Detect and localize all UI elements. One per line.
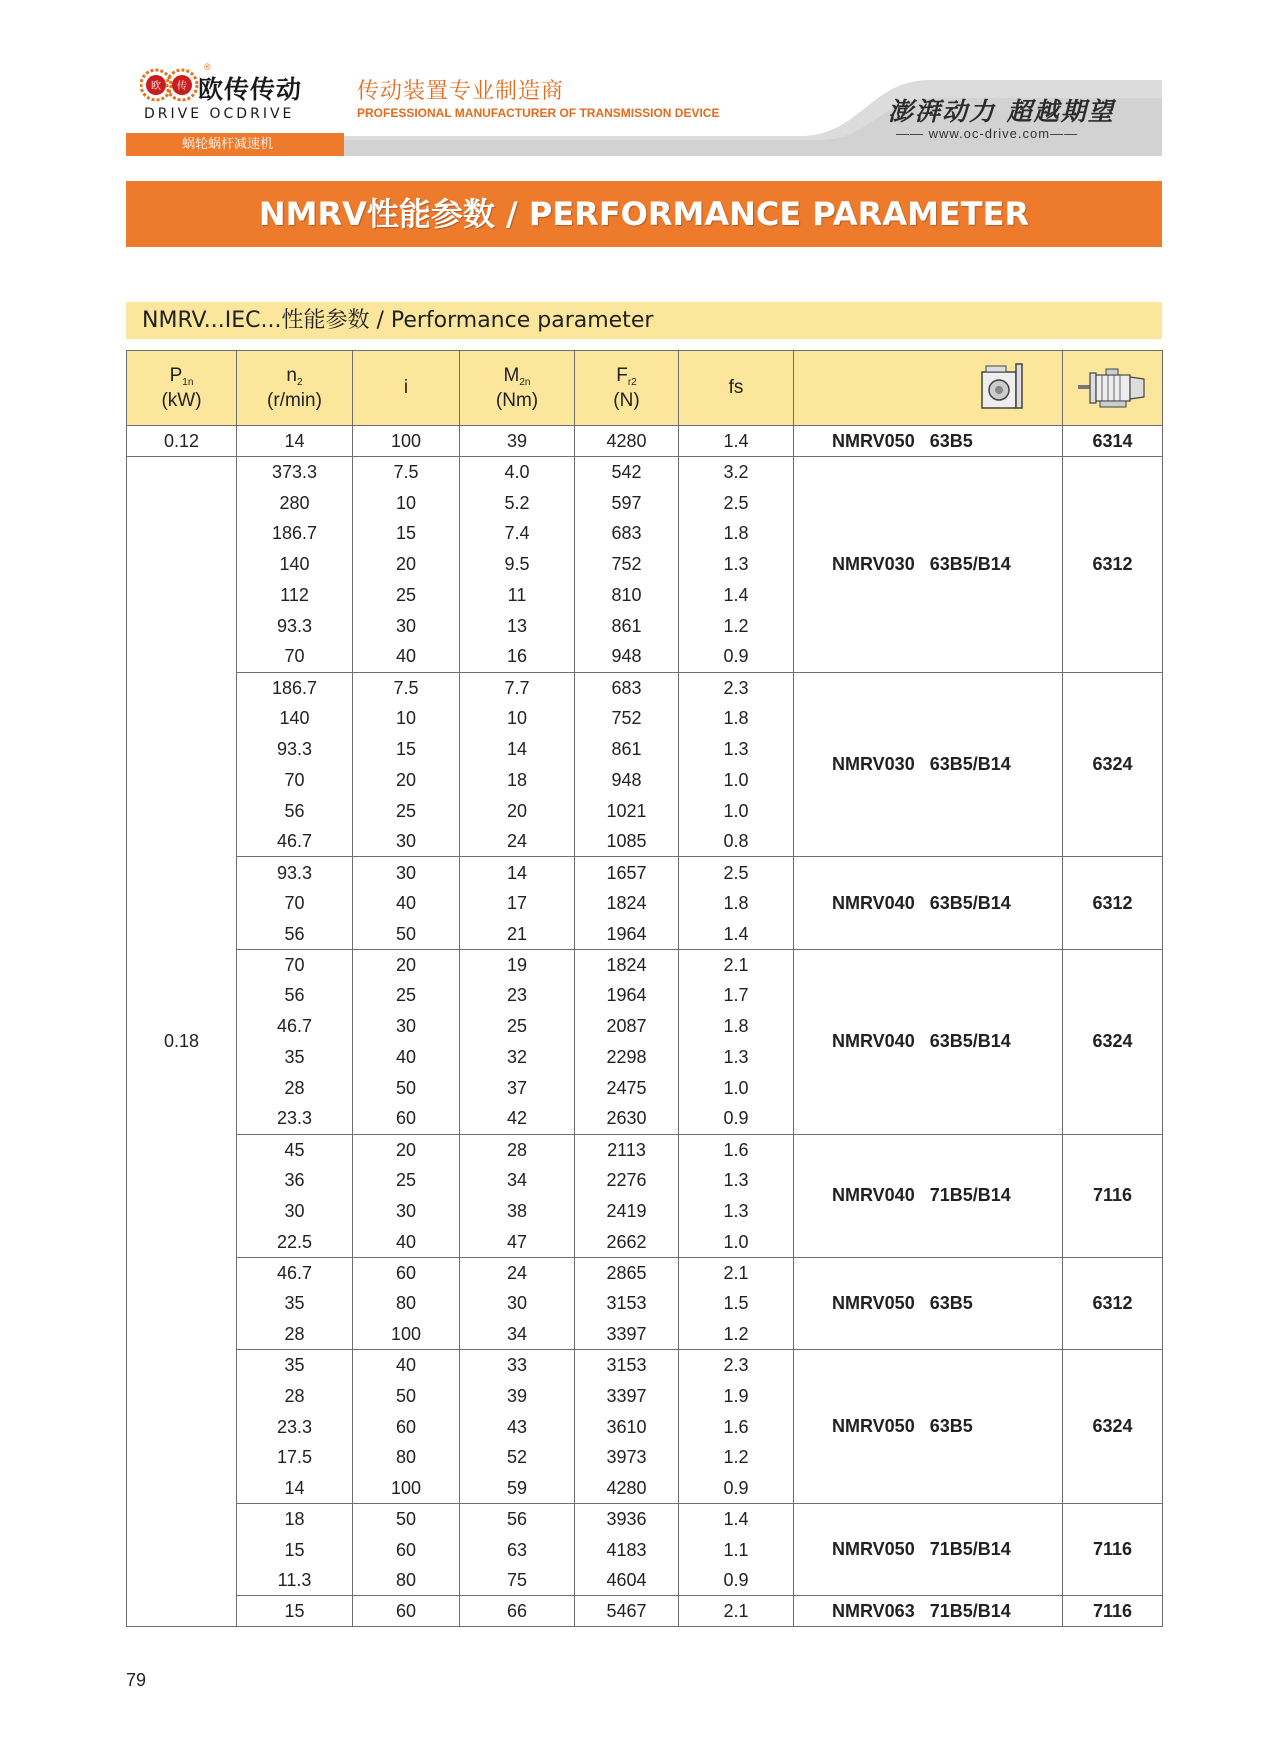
- radial-load-cell: 683: [575, 518, 679, 549]
- ratio-cell: 30: [353, 1196, 460, 1227]
- company-logo: [140, 62, 340, 124]
- radial-load-cell: 1824: [575, 888, 679, 919]
- radial-load-cell: 1657: [575, 857, 679, 888]
- service-factor-cell: 1.3: [679, 1042, 794, 1073]
- radial-load-cell: 861: [575, 734, 679, 765]
- logo-badge-left: 欧: [151, 81, 161, 92]
- power-cell: 0.18: [127, 457, 237, 1627]
- service-factor-cell: 2.5: [679, 857, 794, 888]
- service-factor-cell: 1.3: [679, 1196, 794, 1227]
- header-power: $P_{1n}$ (kW): [127, 351, 237, 426]
- model-cell: NMRV030 63B5/B14: [794, 457, 1063, 673]
- torque-cell: 28: [460, 1134, 575, 1165]
- service-factor-cell: 1.4: [679, 580, 794, 611]
- service-factor-cell: 3.2: [679, 457, 794, 488]
- output-speed-cell: 46.7: [237, 826, 353, 857]
- ratio-cell: 40: [353, 1350, 460, 1381]
- output-speed-cell: 28: [237, 1319, 353, 1350]
- model-cell: NMRV040 63B5/B14: [794, 949, 1063, 1134]
- torque-cell: 9.5: [460, 549, 575, 580]
- torque-cell: 47: [460, 1226, 575, 1257]
- torque-cell: 34: [460, 1319, 575, 1350]
- ratio-cell: 15: [353, 518, 460, 549]
- torque-cell: 34: [460, 1165, 575, 1196]
- output-speed-cell: 280: [237, 487, 353, 518]
- output-speed-cell: 46.7: [237, 1257, 353, 1288]
- ratio-cell: 30: [353, 826, 460, 857]
- table-header-row: [127, 351, 1163, 426]
- torque-cell: 7.4: [460, 518, 575, 549]
- radial-load-cell: 5467: [575, 1596, 679, 1627]
- ratio-cell: 10: [353, 703, 460, 734]
- service-factor-cell: 1.4: [679, 918, 794, 949]
- service-factor-cell: 1.3: [679, 734, 794, 765]
- radial-load-cell: 683: [575, 672, 679, 703]
- motor-code-cell: 7116: [1063, 1596, 1163, 1627]
- ratio-cell: 80: [353, 1288, 460, 1319]
- motor-code-cell: 6312: [1063, 1257, 1163, 1349]
- service-factor-cell: 1.0: [679, 764, 794, 795]
- output-speed-cell: 17.5: [237, 1442, 353, 1473]
- radial-load-cell: 3973: [575, 1442, 679, 1473]
- ratio-cell: 25: [353, 1165, 460, 1196]
- service-factor-cell: 2.3: [679, 672, 794, 703]
- header-output-speed: $n_2$ (r/min): [237, 351, 353, 426]
- table-row: [127, 857, 1163, 888]
- torque-cell: 25: [460, 1011, 575, 1042]
- motor-code-cell: 6324: [1063, 1350, 1163, 1504]
- torque-cell: 32: [460, 1042, 575, 1073]
- ratio-cell: 15: [353, 734, 460, 765]
- model-cell: NMRV050 63B5: [794, 1257, 1063, 1349]
- gear-logo-icon: [140, 66, 200, 106]
- service-factor-cell: 2.1: [679, 1257, 794, 1288]
- service-factor-cell: 1.8: [679, 888, 794, 919]
- torque-cell: 10: [460, 703, 575, 734]
- output-speed-cell: 35: [237, 1042, 353, 1073]
- table-row: [127, 457, 1163, 488]
- logo-english-name: DRIVE OCDRIVE: [144, 106, 295, 122]
- radial-load-cell: 2419: [575, 1196, 679, 1227]
- output-speed-cell: 15: [237, 1596, 353, 1627]
- output-speed-cell: 11.3: [237, 1565, 353, 1596]
- torque-cell: 20: [460, 795, 575, 826]
- radial-load-cell: 1964: [575, 918, 679, 949]
- radial-load-cell: 2630: [575, 1103, 679, 1134]
- output-speed-cell: 22.5: [237, 1226, 353, 1257]
- torque-cell: 30: [460, 1288, 575, 1319]
- worm-gearbox-icon: [976, 362, 1030, 414]
- torque-cell: 39: [460, 426, 575, 457]
- output-speed-cell: 56: [237, 918, 353, 949]
- torque-cell: 75: [460, 1565, 575, 1596]
- output-speed-cell: 14: [237, 1473, 353, 1504]
- output-speed-cell: 14: [237, 426, 353, 457]
- radial-load-cell: 810: [575, 580, 679, 611]
- service-factor-cell: 0.9: [679, 1565, 794, 1596]
- radial-load-cell: 1021: [575, 795, 679, 826]
- torque-cell: 37: [460, 1072, 575, 1103]
- service-factor-cell: 1.4: [679, 426, 794, 457]
- ratio-cell: 30: [353, 610, 460, 641]
- output-speed-cell: 45: [237, 1134, 353, 1165]
- output-speed-cell: 28: [237, 1380, 353, 1411]
- page-title: NMRV性能参数 / PERFORMANCE PARAMETER: [258, 195, 1030, 233]
- service-factor-cell: 1.6: [679, 1134, 794, 1165]
- ratio-cell: 60: [353, 1257, 460, 1288]
- torque-cell: 4.0: [460, 457, 575, 488]
- motor-code-cell: 6314: [1063, 426, 1163, 457]
- page-number: 79: [126, 1670, 147, 1690]
- service-factor-cell: 1.2: [679, 1319, 794, 1350]
- radial-load-cell: 2113: [575, 1134, 679, 1165]
- model-cell: NMRV040 63B5/B14: [794, 857, 1063, 949]
- table-row: [127, 426, 1163, 457]
- torque-cell: 18: [460, 764, 575, 795]
- ratio-cell: 10: [353, 487, 460, 518]
- output-speed-cell: 186.7: [237, 518, 353, 549]
- service-factor-cell: 1.9: [679, 1380, 794, 1411]
- torque-cell: 38: [460, 1196, 575, 1227]
- ratio-cell: 25: [353, 580, 460, 611]
- tagline-english: PROFESSIONAL MANUFACTURER OF TRANSMISSION DEVICE: [357, 106, 720, 120]
- ratio-cell: 20: [353, 764, 460, 795]
- table-row: [127, 1350, 1163, 1381]
- radial-load-cell: 597: [575, 487, 679, 518]
- torque-cell: 24: [460, 1257, 575, 1288]
- radial-load-cell: 4604: [575, 1565, 679, 1596]
- service-factor-cell: 2.1: [679, 1596, 794, 1627]
- ratio-cell: 25: [353, 795, 460, 826]
- output-speed-cell: 93.3: [237, 734, 353, 765]
- torque-cell: 13: [460, 610, 575, 641]
- torque-cell: 19: [460, 949, 575, 980]
- ratio-cell: 50: [353, 1380, 460, 1411]
- torque-cell: 14: [460, 857, 575, 888]
- service-factor-cell: 1.5: [679, 1288, 794, 1319]
- ratio-cell: 7.5: [353, 457, 460, 488]
- output-speed-cell: 93.3: [237, 857, 353, 888]
- torque-cell: 52: [460, 1442, 575, 1473]
- ratio-cell: 20: [353, 949, 460, 980]
- service-factor-cell: 1.8: [679, 703, 794, 734]
- ratio-cell: 50: [353, 918, 460, 949]
- radial-load-cell: 542: [575, 457, 679, 488]
- title-bar: [126, 181, 1162, 247]
- model-cell: NMRV063 71B5/B14: [794, 1596, 1063, 1627]
- header-gearbox: [794, 351, 1063, 426]
- torque-cell: 39: [460, 1380, 575, 1411]
- company-slogan: 澎湃动力 超越期望: [888, 97, 1115, 126]
- torque-cell: 23: [460, 980, 575, 1011]
- radial-load-cell: 4280: [575, 426, 679, 457]
- output-speed-cell: 56: [237, 980, 353, 1011]
- radial-load-cell: 4183: [575, 1534, 679, 1565]
- output-speed-cell: 112: [237, 580, 353, 611]
- radial-load-cell: 2662: [575, 1226, 679, 1257]
- table-row: [127, 672, 1163, 703]
- radial-load-cell: 4280: [575, 1473, 679, 1504]
- table-row: [127, 1504, 1163, 1535]
- torque-cell: 59: [460, 1473, 575, 1504]
- radial-load-cell: 3153: [575, 1288, 679, 1319]
- table-body: [127, 426, 1163, 1627]
- radial-load-cell: 3153: [575, 1350, 679, 1381]
- ratio-cell: 40: [353, 1042, 460, 1073]
- ratio-cell: 100: [353, 1319, 460, 1350]
- output-speed-cell: 35: [237, 1350, 353, 1381]
- torque-cell: 17: [460, 888, 575, 919]
- service-factor-cell: 0.8: [679, 826, 794, 857]
- service-factor-cell: 1.8: [679, 1011, 794, 1042]
- power-cell: 0.12: [127, 426, 237, 457]
- motor-code-cell: 6312: [1063, 857, 1163, 949]
- radial-load-cell: 2276: [575, 1165, 679, 1196]
- radial-load-cell: 752: [575, 549, 679, 580]
- service-factor-cell: 0.9: [679, 1103, 794, 1134]
- model-cell: NMRV050 71B5/B14: [794, 1504, 1063, 1596]
- model-cell: NMRV050 63B5: [794, 426, 1063, 457]
- ratio-cell: 60: [353, 1596, 460, 1627]
- torque-cell: 63: [460, 1534, 575, 1565]
- ratio-cell: 20: [353, 549, 460, 580]
- service-factor-cell: 1.6: [679, 1411, 794, 1442]
- header-ratio: i: [353, 351, 460, 426]
- motor-code-cell: 6324: [1063, 949, 1163, 1134]
- ratio-cell: 40: [353, 888, 460, 919]
- table-row: [127, 1596, 1163, 1627]
- service-factor-cell: 2.3: [679, 1350, 794, 1381]
- output-speed-cell: 186.7: [237, 672, 353, 703]
- service-factor-cell: 2.5: [679, 487, 794, 518]
- ratio-cell: 80: [353, 1565, 460, 1596]
- header-service-factor: fs: [679, 351, 794, 426]
- logo-chinese-name: 欧传传动: [198, 75, 303, 104]
- ratio-cell: 20: [353, 1134, 460, 1165]
- radial-load-cell: 948: [575, 641, 679, 672]
- torque-cell: 14: [460, 734, 575, 765]
- torque-cell: 56: [460, 1504, 575, 1535]
- ratio-cell: 40: [353, 641, 460, 672]
- output-speed-cell: 70: [237, 641, 353, 672]
- service-factor-cell: 1.3: [679, 1165, 794, 1196]
- radial-load-cell: 1085: [575, 826, 679, 857]
- ratio-cell: 7.5: [353, 672, 460, 703]
- logo-badge-right: 传: [177, 81, 187, 92]
- service-factor-cell: 2.1: [679, 949, 794, 980]
- table-row: [127, 949, 1163, 980]
- registered-mark: ®: [204, 62, 211, 72]
- output-speed-cell: 30: [237, 1196, 353, 1227]
- header-torque: $M_{2n}$ (Nm): [460, 351, 575, 426]
- radial-load-cell: 3397: [575, 1380, 679, 1411]
- ratio-cell: 80: [353, 1442, 460, 1473]
- service-factor-cell: 1.0: [679, 1226, 794, 1257]
- ratio-cell: 60: [353, 1411, 460, 1442]
- motor-code-cell: 6324: [1063, 672, 1163, 857]
- service-factor-cell: 1.1: [679, 1534, 794, 1565]
- output-speed-cell: 373.3: [237, 457, 353, 488]
- output-speed-cell: 93.3: [237, 610, 353, 641]
- service-factor-cell: 1.0: [679, 1072, 794, 1103]
- page-subtitle: NMRV...IEC...性能参数 / Performance parameter: [142, 308, 654, 333]
- service-factor-cell: 1.0: [679, 795, 794, 826]
- output-speed-cell: 140: [237, 549, 353, 580]
- service-factor-cell: 1.4: [679, 1504, 794, 1535]
- service-factor-cell: 1.8: [679, 518, 794, 549]
- ratio-cell: 50: [353, 1504, 460, 1535]
- output-speed-cell: 28: [237, 1072, 353, 1103]
- torque-cell: 21: [460, 918, 575, 949]
- radial-load-cell: 2475: [575, 1072, 679, 1103]
- website-url: —— www.oc-drive.com——: [896, 126, 1079, 141]
- output-speed-cell: 15: [237, 1534, 353, 1565]
- table-row: [127, 1134, 1163, 1165]
- motor-code-cell: 6312: [1063, 457, 1163, 673]
- ratio-cell: 60: [353, 1103, 460, 1134]
- torque-cell: 66: [460, 1596, 575, 1627]
- header-motor: [1063, 351, 1163, 426]
- model-cell: NMRV050 63B5: [794, 1350, 1063, 1504]
- radial-load-cell: 2298: [575, 1042, 679, 1073]
- output-speed-cell: 23.3: [237, 1411, 353, 1442]
- ratio-cell: 50: [353, 1072, 460, 1103]
- output-speed-cell: 70: [237, 888, 353, 919]
- ratio-cell: 25: [353, 980, 460, 1011]
- performance-table: [126, 350, 1163, 1627]
- torque-cell: 7.7: [460, 672, 575, 703]
- torque-cell: 42: [460, 1103, 575, 1134]
- radial-load-cell: 3936: [575, 1504, 679, 1535]
- output-speed-cell: 18: [237, 1504, 353, 1535]
- radial-load-cell: 861: [575, 610, 679, 641]
- radial-load-cell: 948: [575, 764, 679, 795]
- radial-load-cell: 752: [575, 703, 679, 734]
- model-cell: NMRV030 63B5/B14: [794, 672, 1063, 857]
- ratio-cell: 100: [353, 426, 460, 457]
- subtitle-bar: [126, 302, 1162, 339]
- service-factor-cell: 1.2: [679, 1442, 794, 1473]
- page-header: [0, 0, 1280, 160]
- torque-cell: 16: [460, 641, 575, 672]
- motor-code-cell: 7116: [1063, 1134, 1163, 1257]
- section-tab: 蜗轮蜗杆减速机: [126, 133, 344, 156]
- radial-load-cell: 2087: [575, 1011, 679, 1042]
- ratio-cell: 100: [353, 1473, 460, 1504]
- motor-code-cell: 7116: [1063, 1504, 1163, 1596]
- electric-motor-icon: [1076, 365, 1150, 411]
- torque-cell: 11: [460, 580, 575, 611]
- ratio-cell: 40: [353, 1226, 460, 1257]
- ratio-cell: 30: [353, 1011, 460, 1042]
- radial-load-cell: 3610: [575, 1411, 679, 1442]
- output-speed-cell: 46.7: [237, 1011, 353, 1042]
- radial-load-cell: 3397: [575, 1319, 679, 1350]
- tagline-chinese: 传动装置专业制造商: [357, 79, 565, 104]
- output-speed-cell: 36: [237, 1165, 353, 1196]
- torque-cell: 24: [460, 826, 575, 857]
- service-factor-cell: 0.9: [679, 1473, 794, 1504]
- table-row: [127, 1257, 1163, 1288]
- service-factor-cell: 0.9: [679, 641, 794, 672]
- ratio-cell: 30: [353, 857, 460, 888]
- output-speed-cell: 56: [237, 795, 353, 826]
- service-factor-cell: 1.2: [679, 610, 794, 641]
- output-speed-cell: 70: [237, 764, 353, 795]
- torque-cell: 43: [460, 1411, 575, 1442]
- header-radial-load: $F_{r2}$ (N): [575, 351, 679, 426]
- radial-load-cell: 1824: [575, 949, 679, 980]
- output-speed-cell: 70: [237, 949, 353, 980]
- torque-cell: 5.2: [460, 487, 575, 518]
- service-factor-cell: 1.7: [679, 980, 794, 1011]
- ratio-cell: 60: [353, 1534, 460, 1565]
- radial-load-cell: 1964: [575, 980, 679, 1011]
- output-speed-cell: 35: [237, 1288, 353, 1319]
- output-speed-cell: 140: [237, 703, 353, 734]
- service-factor-cell: 1.3: [679, 549, 794, 580]
- output-speed-cell: 23.3: [237, 1103, 353, 1134]
- torque-cell: 33: [460, 1350, 575, 1381]
- radial-load-cell: 2865: [575, 1257, 679, 1288]
- model-cell: NMRV040 71B5/B14: [794, 1134, 1063, 1257]
